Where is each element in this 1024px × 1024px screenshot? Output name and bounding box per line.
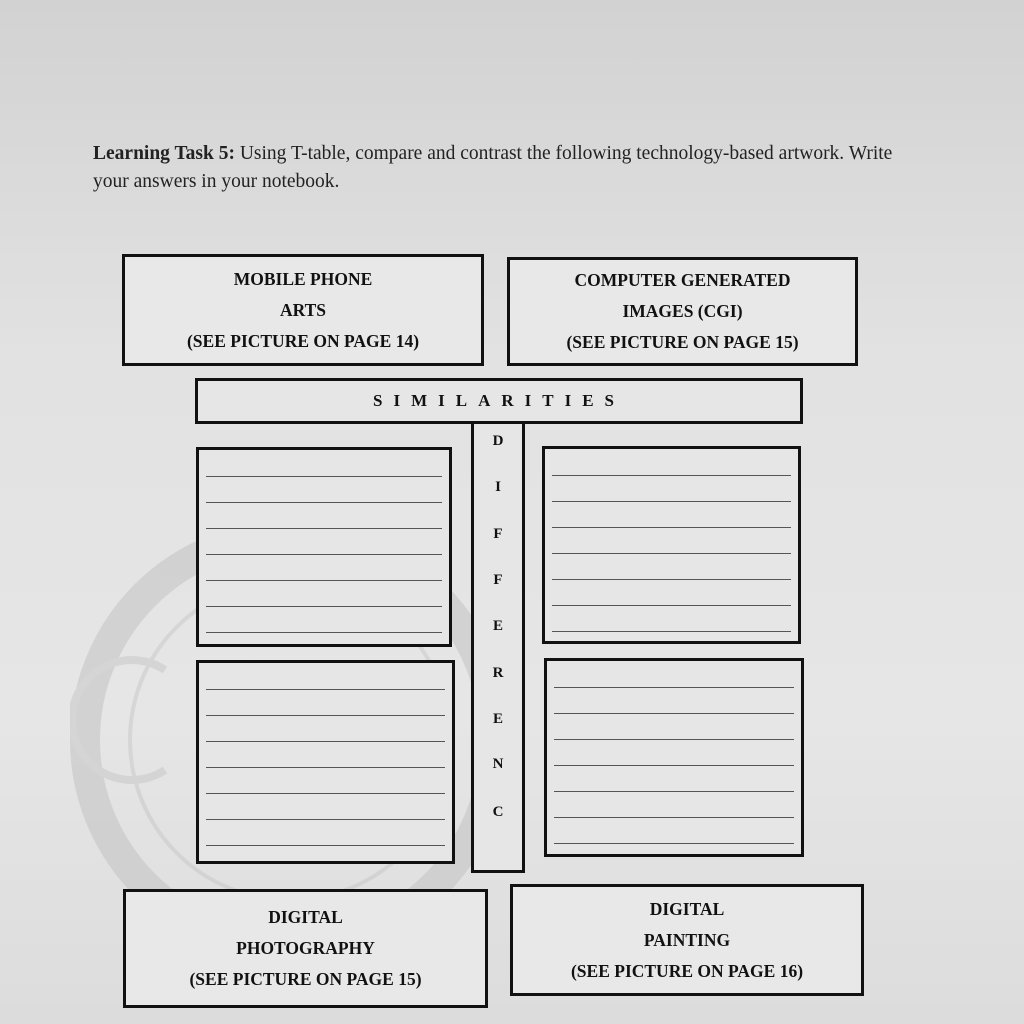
box-line: DIGITAL [649, 898, 725, 919]
box-digital-painting [510, 884, 864, 996]
differences-letter: E [492, 618, 503, 634]
task-text: Using T-table, compare and contrast the following technology-based artwork. Write your answers in your notebook. [93, 143, 893, 192]
answer-box-top-left [196, 447, 452, 647]
ruled-line [552, 527, 791, 528]
ruled-line [206, 819, 445, 820]
answer-box-bottom-right [544, 658, 804, 857]
differences-letter: F [493, 572, 503, 588]
ruled-line [206, 689, 445, 690]
differences-letter: N [492, 756, 504, 772]
ruled-line [206, 793, 445, 794]
ruled-line [206, 632, 442, 633]
ruled-line [206, 528, 442, 529]
differences-letter: I [495, 479, 501, 495]
ruled-line [554, 791, 794, 792]
ruled-line [554, 687, 794, 688]
ruled-line [206, 767, 445, 768]
ruled-line [552, 631, 791, 632]
ruled-line [552, 553, 791, 554]
box-mobile-phone-arts [122, 254, 484, 366]
ruled-line [206, 476, 442, 477]
ruled-line [554, 843, 794, 844]
ruled-line [552, 501, 791, 502]
ruled-line [554, 817, 794, 818]
answer-box-top-right [542, 446, 801, 644]
differences-letter: C [492, 804, 504, 820]
differences-letter: R [492, 665, 504, 681]
box-line: ARTS [279, 299, 327, 320]
similarities-header: SIMILARITIES [195, 378, 803, 424]
differences-letter: F [493, 526, 503, 542]
ruled-line [206, 554, 442, 555]
task-label: Learning Task 5: [93, 143, 235, 164]
ruled-line [206, 606, 442, 607]
box-line: PAINTING [643, 929, 731, 950]
ruled-line [206, 580, 442, 581]
box-line: IMAGES (CGI) [622, 301, 743, 321]
box-line: (SEE PICTURE ON PAGE 16) [570, 960, 804, 981]
ruled-line [552, 605, 791, 606]
ruled-line [552, 579, 791, 580]
ruled-line [206, 845, 445, 846]
answer-box-bottom-left [196, 660, 455, 864]
differences-column [471, 424, 525, 873]
ruled-line [206, 741, 445, 742]
box-digital-photography [123, 889, 488, 1008]
differences-letter: E [492, 711, 503, 727]
box-line: (SEE PICTURE ON PAGE 15) [189, 969, 422, 989]
box-line: COMPUTER GENERATED [574, 270, 791, 290]
box-line: (SEE PICTURE ON PAGE 15) [566, 332, 799, 352]
box-line: MOBILE PHONE [233, 268, 373, 289]
box-line: DIGITAL [268, 907, 343, 927]
differences-letter: D [492, 433, 504, 449]
ruled-line [552, 475, 791, 476]
ruled-line [554, 713, 794, 714]
task-instructions [93, 140, 903, 196]
ruled-line [554, 765, 794, 766]
box-line: (SEE PICTURE ON PAGE 14) [186, 330, 420, 351]
ruled-line [206, 502, 442, 503]
ruled-line [206, 715, 445, 716]
box-cgi [507, 257, 858, 366]
ruled-line [554, 739, 794, 740]
box-line: PHOTOGRAPHY [236, 938, 375, 958]
